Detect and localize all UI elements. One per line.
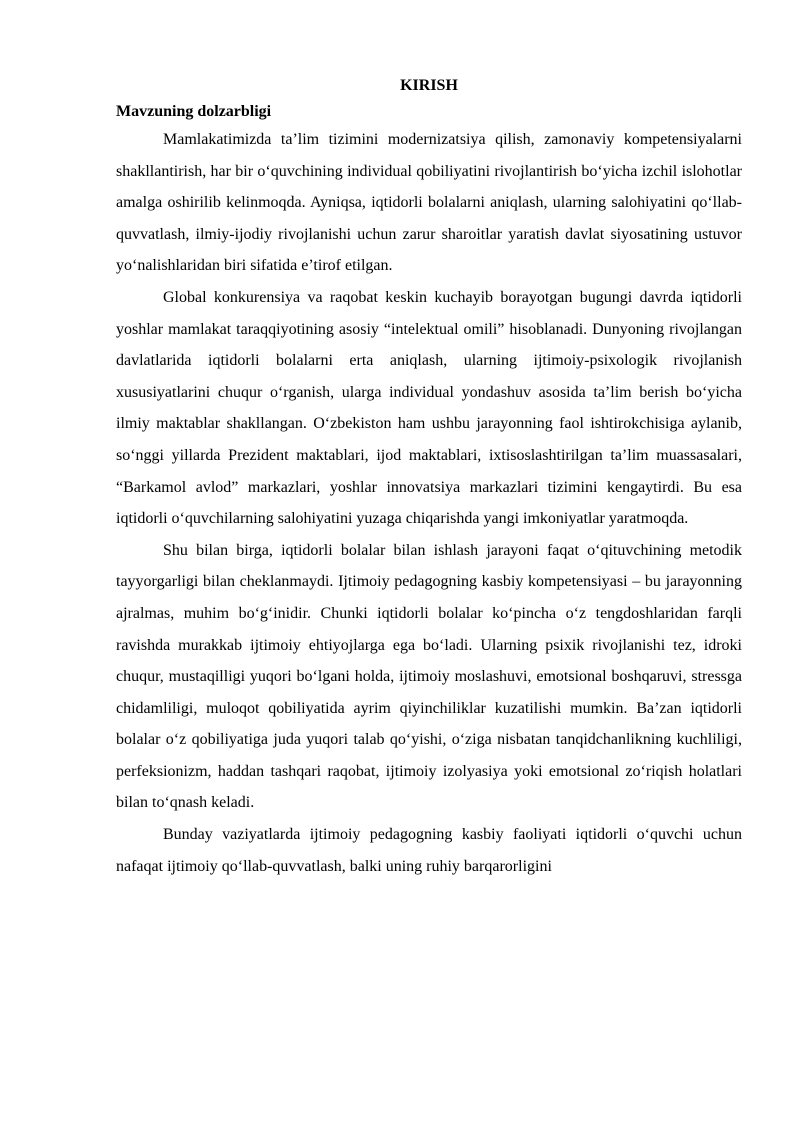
paragraph-1: Mamlakatimizda ta’lim tizimini modernizatsiya qilish, zamonaviy kompetensiyalarni shakllantirish, har bir o‘quvchining individual qobiliyatini rivojlantirish bo‘yicha izchil islohotlar amalga oshirilib kelinmoqda. Ayniqsa, iqtidorli bolalarni aniqlash, ularning salohiyatini qo‘llab-quvvatlash, ilmiy-ijodiy rivojlanishi uchun zarur sharoitlar yaratish davlat siyosatining ustuvor yo‘nalishlaridan biri sifatida e’tirof etilgan. xyxy=(116,131,742,275)
paragraph-2: Global konkurensiya va raqobat keskin kuchayib borayotgan bugungi davrda iqtidorli yoshlar mamlakat taraqqiyotining asosiy “intelektual omili” hisoblanadi. Dunyoning rivojlangan davlatlarida iqtidorli bolalarni erta aniqlash, ularning ijtimoiy-psixologik rivojlanish xususiyatlarini chuqur o‘rganish, ularga individual yondashuv asosida ta’lim berish bo‘yicha ilmiy maktablar shakllangan. O‘zbekiston ham ushbu jarayonning faol ishtirokchisiga aylanib, so‘nggi yillarda Prezident maktablari, ijod maktablari, ixtisoslashtirilgan ta’lim muassasalari, “Barkamol avlod” markazlari, yoshlar innovatsiya markazlari tizimini kengaytirdi. Bu esa iqtidorli o‘quvchilarning salohiyatini yuzaga chiqarishda yangi imkoniyatlar yaratmoqda. xyxy=(116,288,742,528)
document-body xyxy=(116,74,742,882)
page-title: KIRISH xyxy=(400,77,458,94)
section-heading: Mavzuning dolzarbligi xyxy=(116,103,272,120)
paragraph-4: Bunday vaziyatlarda ijtimoiy pedagogning kasbiy faoliyati iqtidorli o‘quvchi uchun nafaqat ijtimoiy qo‘llab-quvvatlash, balki uning ruhiy barqarorligini xyxy=(116,826,742,875)
paragraph-3: Shu bilan birga, iqtidorli bolalar bilan ishlash jarayoni faqat o‘qituvchining metodik tayyorgarligi bilan cheklanmaydi. Ijtimoiy pedagogning kasbiy kompetensiyasi – bu jarayonning ajralmas, muhim bo‘g‘inidir. Chunki iqtidorli bolalar ko‘pincha o‘z tengdoshlaridan farqli ravishda murakkab ijtimoiy ehtiyojlarga ega bo‘ladi. Ularning psixik rivojlanishi tez, idroki chuqur, mustaqilligi yuqori bo‘lgani holda, ijtimoiy moslashuvi, emotsional boshqaruvi, stressga chidamliligi, muloqot qobiliyatida ayrim qiyinchiliklar kuzatilishi mumkin. Ba’zan iqtidorli bolalar o‘z qobiliyatiga juda yuqori talab qo‘yishi, o‘ziga nisbatan tanqidchanlikning kuchliligi, perfeksionizm, haddan tashqari raqobat, ijtimoiy izolyasiya yoki emotsional zo‘riqish holatlari bilan to‘qnash keladi. xyxy=(116,541,742,812)
